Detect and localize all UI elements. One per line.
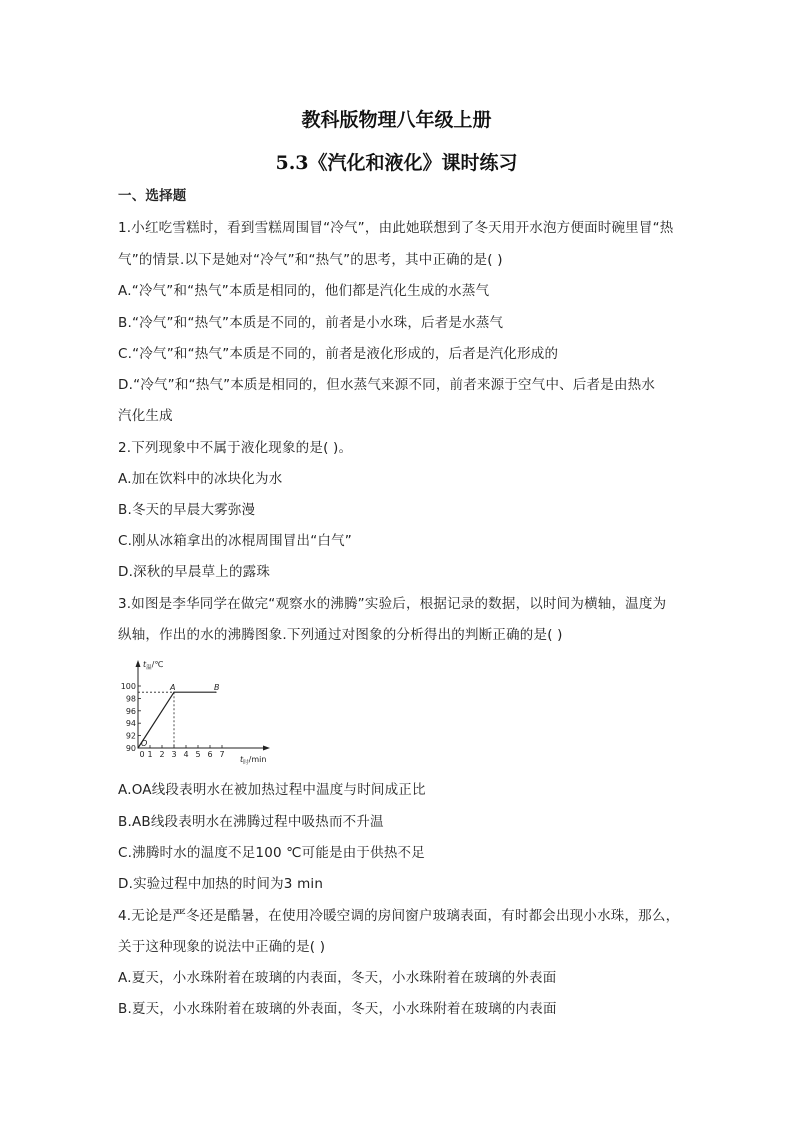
y-tick-label: 96	[125, 706, 136, 716]
question-2-option-b: B.冬天的早晨大雾弥漫	[118, 502, 256, 518]
x-tick-label: 5	[195, 750, 201, 759]
question-1-option-a: A.“冷气”和“热气”本质是相同的，他们都是汽化生成的水蒸气	[118, 283, 490, 299]
boiling-graph	[118, 658, 278, 768]
question-2-option-c: C.刚从冰箱拿出的冰棍周围冒出“白气”	[118, 533, 353, 549]
x-tick-label: 6	[207, 750, 213, 759]
x-tick-label: 1	[147, 750, 153, 759]
x-tick-label: 0	[139, 750, 145, 759]
question-1-stem-line-2: 气”的情景.以下是她对“冷气”和“热气”的思考，其中正确的是( )	[118, 252, 503, 268]
x-axis-label: $t_时/\min$	[240, 755, 267, 766]
question-4-stem-line-2: 关于这种现象的说法中正确的是( )	[118, 939, 326, 955]
question-1-option-b: B.“冷气”和“热气”本质是不同的，前者是小水珠，后者是水蒸气	[118, 315, 504, 331]
doc-subtitle: 5.3《汽化和液化》课时练习	[275, 152, 518, 174]
x-axis-arrow	[263, 746, 270, 751]
y-tick-label: 98	[125, 694, 136, 704]
section-heading: 一、选择题	[118, 188, 187, 204]
y-tick-label: 90	[125, 744, 136, 753]
x-tick-label: 3	[171, 750, 177, 759]
x-axis-label-subscript: 时	[243, 760, 249, 766]
question-2-stem: 2.下列现象中不属于液化现象的是( )。	[118, 440, 353, 456]
y-tick-label: 100	[120, 682, 136, 691]
question-2-option-a: A.加在饮料中的冰块化为水	[118, 471, 283, 487]
y-axis-arrow	[136, 660, 141, 667]
question-1-option-c: C.“冷气”和“热气”本质是不同的，前者是液化形成的，后者是汽化形成的	[118, 346, 559, 362]
point-b-label: B	[214, 683, 220, 693]
temperature-line	[138, 692, 216, 748]
question-4-stem-line-1: 4.无论是严冬还是酷暑，在使用冷暖空调的房间窗户玻璃表面，有时都会出现小水珠，那么，	[118, 908, 680, 924]
point-a-label: A	[170, 683, 176, 693]
y-axis-label-unit: /℃	[151, 660, 164, 669]
question-3-stem-line-1: 3.如图是李华同学在做完“观察水的沸腾”实验后，根据记录的数据，以时间为横轴，温度为	[118, 596, 667, 612]
x-tick-label: 7	[219, 750, 225, 759]
question-4-option-a: A.夏天，小水珠附着在玻璃的内表面，冬天，小水珠附着在玻璃的外表面	[118, 970, 557, 986]
question-1-option-d: D.“冷气”和“热气”本质是相同的，但水蒸气来源不同，前者来源于空气中、后者是由热水	[118, 377, 656, 393]
origin-label: O	[141, 739, 148, 748]
question-1-stem-line-1: 1.小红吃雪糕时，看到雪糕周围冒“冷气”，由此她联想到了冬天用开水泡方便面时碗里冒“热	[118, 220, 674, 236]
question-2-option-d: D.深秋的早晨草上的露珠	[118, 564, 271, 580]
question-3-option-d: D.实验过程中加热的时间为3 min	[118, 876, 324, 892]
question-3-option-a: A.OA线段表明水在被加热过程中温度与时间成正比	[118, 782, 426, 798]
question-3-stem-line-2: 纵轴，作出的水的沸腾图象.下列通过对图象的分析得出的判断正确的是( )	[118, 627, 563, 643]
doc-title: 教科版物理八年级上册	[301, 109, 492, 131]
x-axis-label-unit: /min	[248, 755, 267, 764]
data-point	[137, 747, 138, 748]
y-tick-label: 94	[125, 719, 136, 729]
question-3-option-b: B.AB线段表明水在沸腾过程中吸热而不升温	[118, 814, 384, 830]
question-4-option-b: B.夏天，小水珠附着在玻璃的外表面，冬天，小水珠附着在玻璃的内表面	[118, 1001, 557, 1017]
question-3-option-c: C.沸腾时水的温度不足100 ℃可能是由于供热不足	[118, 845, 425, 861]
y-axis-label-subscript: 温	[146, 665, 152, 671]
x-tick-label: 2	[159, 750, 165, 759]
question-1-option-d-cont: 汽化生成	[118, 408, 173, 424]
y-axis-label: $t_温/℃$	[143, 660, 164, 671]
y-tick-label: 92	[125, 731, 136, 741]
x-tick-label: 4	[183, 750, 189, 759]
